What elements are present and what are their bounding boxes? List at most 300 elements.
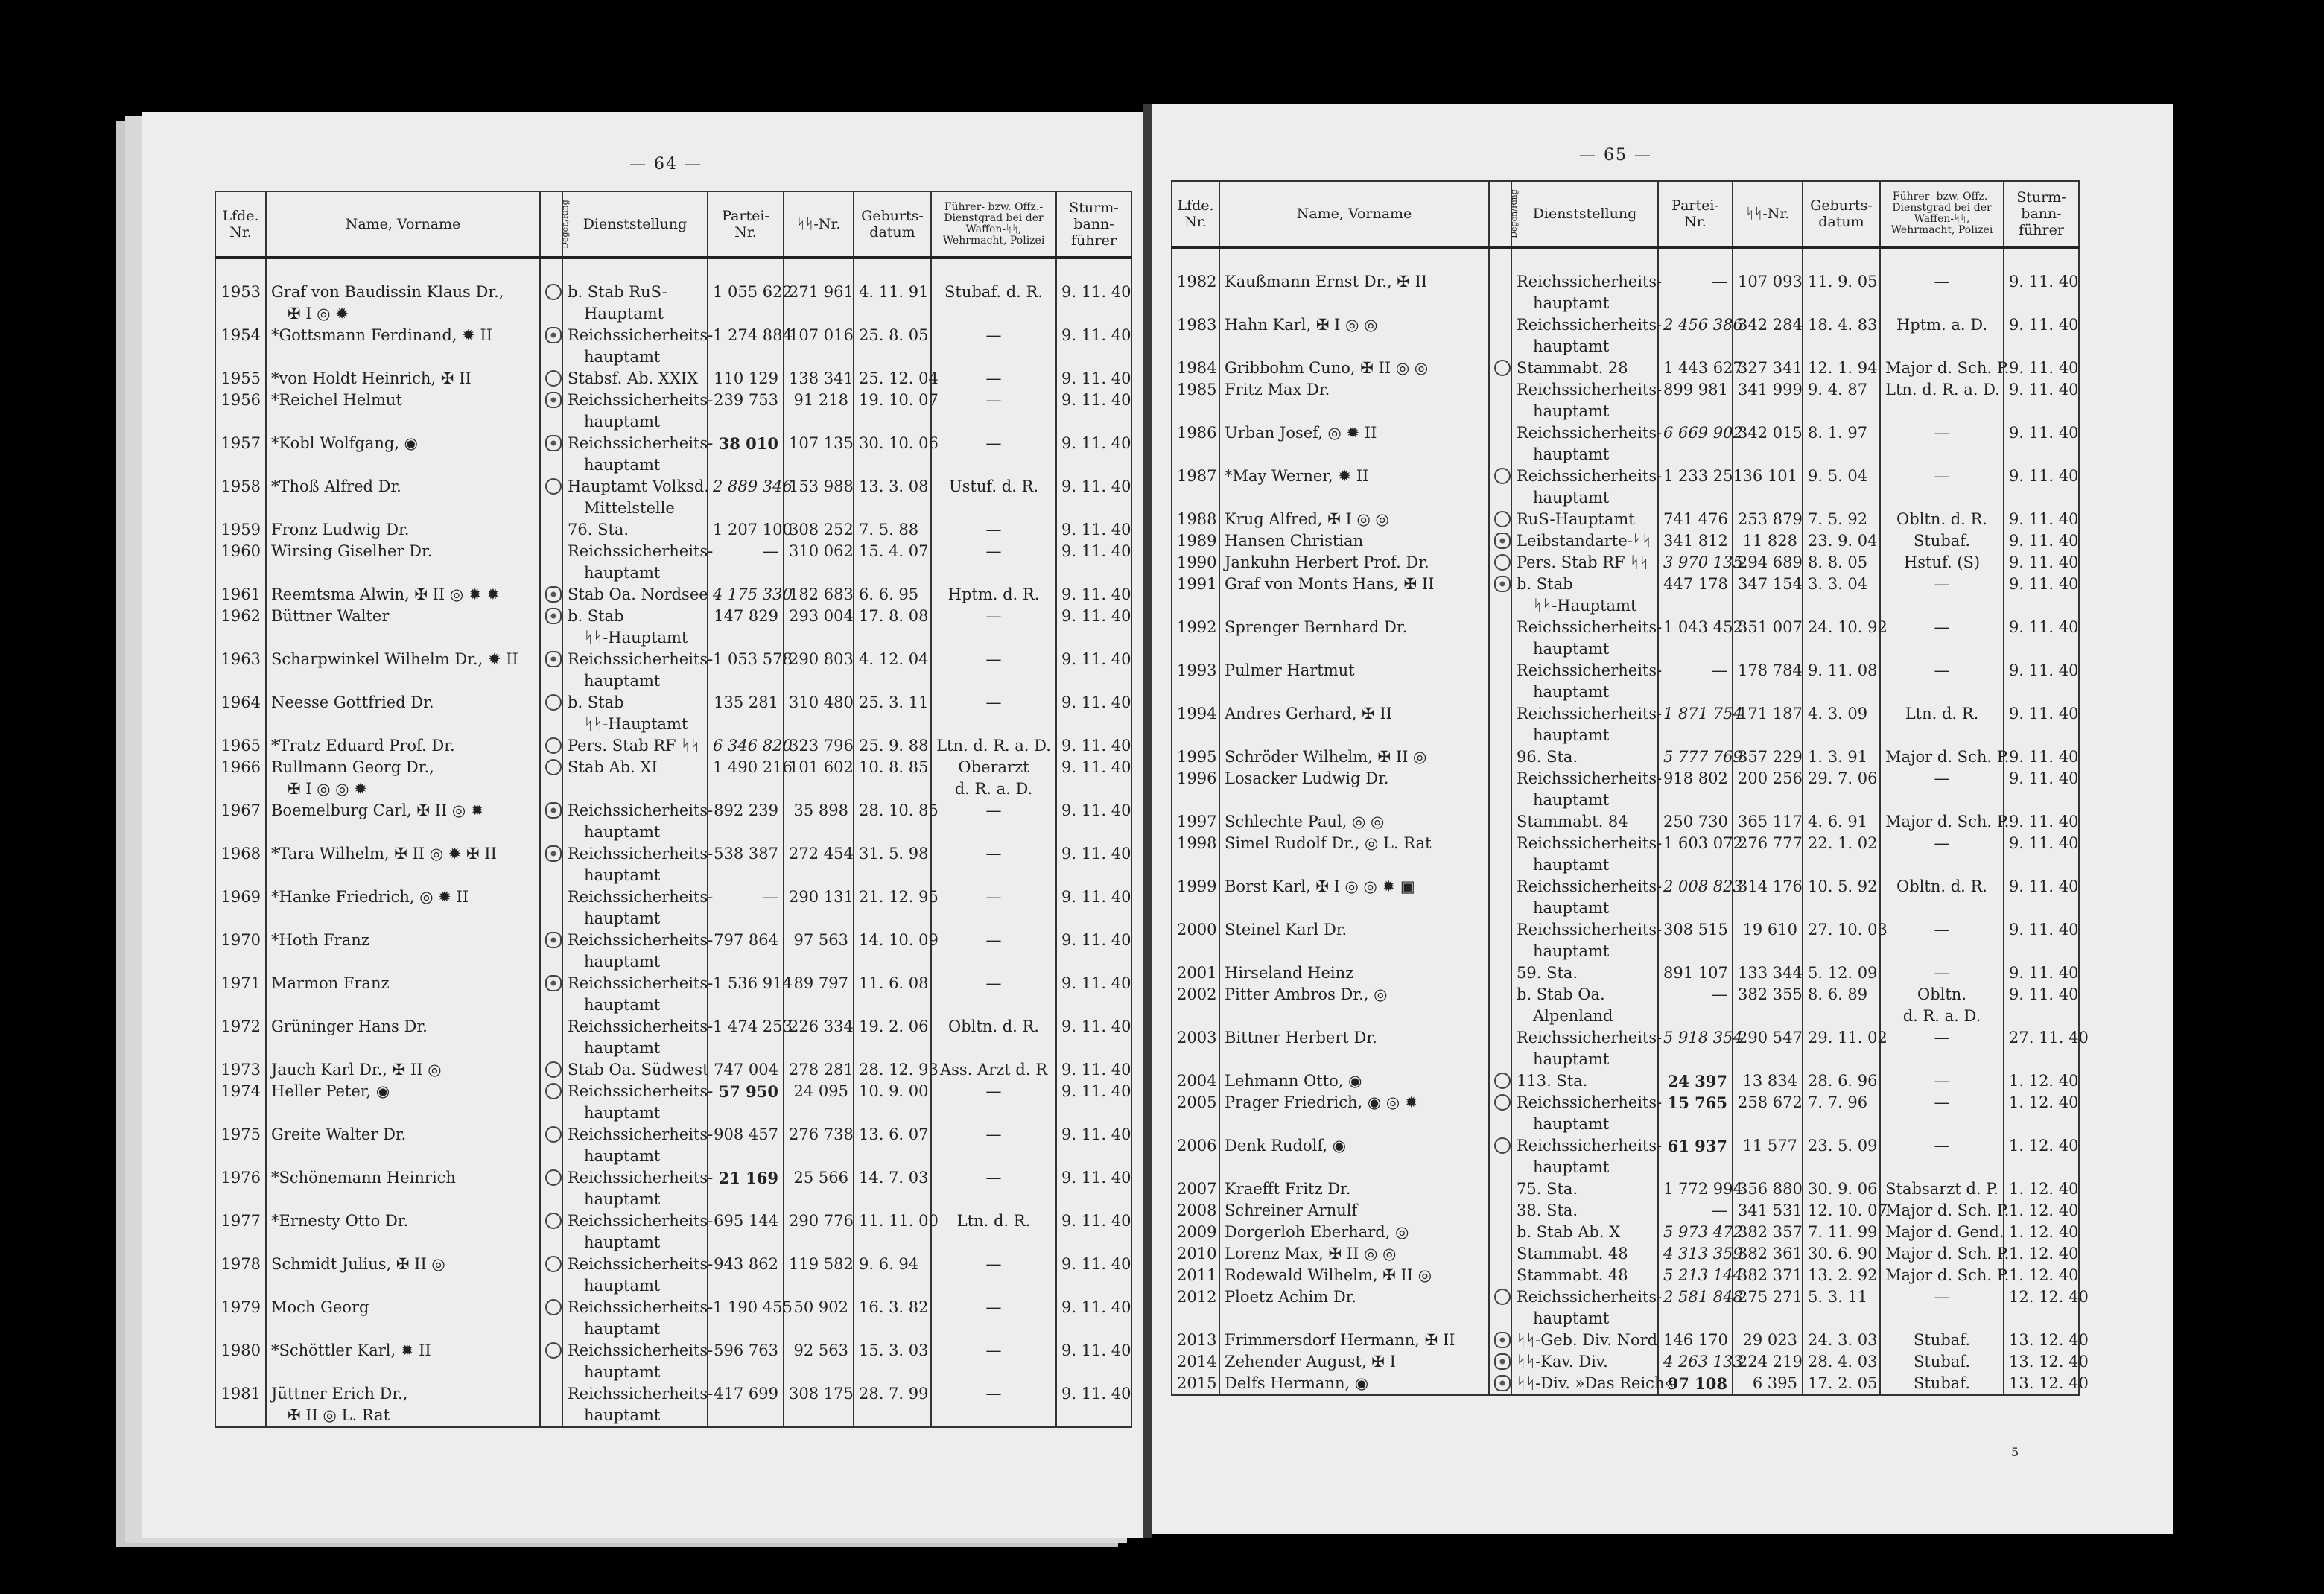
dienststellung-cell (562, 886, 714, 930)
rank-line: Major d. Sch. P. (1885, 748, 2010, 766)
partei-number: 250 730 (1658, 811, 1733, 833)
dienststellung-line: b. Stab RuS- (568, 283, 667, 301)
rank-cell (931, 930, 1056, 973)
ring-icon (545, 1213, 562, 1229)
degen-ring-cell (540, 930, 562, 973)
dienststellung-line: Hauptamt Volksd. (568, 477, 710, 495)
sturmbann-date: 9. 11. 40 (2004, 746, 2079, 768)
name-cell (266, 757, 540, 800)
dienststellung-line: hauptamt (1533, 1309, 1610, 1327)
person-name: Fritz Max Dr. (1225, 381, 1330, 398)
rank-cell (1880, 1330, 2004, 1351)
table-row (1172, 660, 2079, 703)
rank-cell (931, 973, 1056, 1016)
person-name: Ploetz Achim Dr. (1225, 1288, 1357, 1306)
dienststellung-line: Reichssicherheits- (1517, 877, 1663, 895)
rank-cell (931, 390, 1056, 433)
table-row (215, 800, 1131, 843)
degen-ring-cell (1489, 811, 1511, 833)
dienststellung-cell (1511, 1286, 1663, 1330)
table-row (1172, 1092, 2079, 1135)
rank-cell (1880, 466, 2004, 509)
sturmbann-date: 9. 11. 40 (1056, 325, 1131, 368)
ss-number: 272 454 (784, 843, 854, 886)
rank-cell (1880, 1243, 2010, 1265)
sturmbann-date: 9. 11. 40 (1056, 1383, 1131, 1427)
entry-number: 1976 (215, 1167, 266, 1210)
table-row (1172, 811, 2079, 833)
dienststellung-line: Pers. Stab RF ᛋᛋ (1517, 553, 1649, 571)
person-name: *Schöttler Karl, ✹ II (271, 1341, 431, 1359)
partei-number: 908 457 (708, 1124, 784, 1167)
ss-number: 19 610 (1733, 919, 1803, 962)
birth-date: 5. 3. 11 (1803, 1286, 1880, 1330)
dienststellung-cell (562, 692, 708, 735)
birth-date: 12. 1. 94 (1803, 358, 1880, 379)
birth-date: 14. 10. 09 (854, 930, 931, 973)
rank-cell (931, 368, 1056, 390)
dienststellung-line: Mittelstelle (584, 499, 675, 517)
table-row (1172, 876, 2079, 919)
name-cell (266, 1210, 540, 1254)
ss-number: 107 093 (1733, 271, 1803, 314)
header-ring: Degen/Ring (1508, 189, 1519, 238)
ss-number: 101 602 (784, 757, 854, 800)
ss-number: 97 563 (784, 930, 854, 973)
entry-number: 1970 (215, 930, 266, 973)
degen-ring-cell (540, 519, 562, 541)
ring-icon (1494, 1137, 1511, 1154)
ss-number: 25 566 (784, 1167, 854, 1210)
table-row (215, 1383, 1131, 1427)
table-row (215, 541, 1131, 584)
rank-cell (931, 1254, 1056, 1297)
dienststellung-cell (1511, 660, 1663, 703)
birth-date: 25. 8. 05 (854, 325, 931, 368)
rank-cell (931, 325, 1056, 368)
sturmbann-date: 9. 11. 40 (2004, 833, 2079, 876)
rank-line: — (1934, 1072, 1950, 1090)
rank-cell (1880, 379, 2004, 422)
dienststellung-cell (562, 1059, 708, 1081)
dienststellung-line: hauptamt (584, 1320, 661, 1338)
rank-cell (1880, 876, 2004, 919)
birth-date: 17. 8. 08 (854, 606, 931, 649)
dienststellung-cell (1511, 358, 1658, 379)
dienststellung-line: Stab Oa. Nordsee (568, 585, 708, 603)
ss-number: 107 135 (784, 433, 854, 476)
dienststellung-cell (1511, 552, 1658, 574)
person-name: Greite Walter Dr. (271, 1125, 407, 1143)
degen-ring-cell (540, 541, 562, 584)
rank-line: — (1934, 1093, 1950, 1111)
dagger-icon (1494, 1353, 1511, 1370)
header-fuehrer: Führer- bzw. Offz.-Dienstgrad bei der Waffen-ᛋᛋ, Wehrmacht, Polizei (1880, 181, 2004, 247)
degen-ring-cell (1489, 1135, 1511, 1178)
dienststellung-line: Reichssicherheits- (568, 801, 714, 819)
ss-number: 153 988 (784, 476, 854, 519)
ss-number: 341 999 (1733, 379, 1803, 422)
table-row (1172, 271, 2079, 314)
rank-cell (931, 606, 1056, 649)
table-row (215, 843, 1131, 886)
ss-number: 89 797 (784, 973, 854, 1016)
dienststellung-cell (1511, 1200, 1658, 1222)
dienststellung-line: hauptamt (1533, 856, 1610, 874)
entry-number: 1984 (1172, 358, 1219, 379)
sturmbann-date: 1. 12. 40 (2004, 1092, 2079, 1135)
name-cell (266, 390, 540, 433)
dienststellung-line: Reichssicherheits- (568, 434, 714, 452)
sturmbann-date: 1. 12. 40 (2004, 1200, 2079, 1222)
ss-number: 314 176 (1733, 876, 1803, 919)
rank-cell (1880, 703, 2004, 746)
dagger-icon (1494, 1375, 1511, 1391)
entry-number: 1986 (1172, 422, 1219, 466)
sturmbann-date: 9. 11. 40 (1056, 1081, 1131, 1124)
birth-date: 12. 10. 07 (1803, 1200, 1880, 1222)
person-name: *May Werner, ✹ II (1225, 467, 1369, 485)
ss-number: 35 898 (784, 800, 854, 843)
name-cell (1219, 379, 1489, 422)
table-row (215, 757, 1131, 800)
dienststellung-cell (1511, 768, 1663, 811)
name-cell (266, 1016, 540, 1059)
dienststellung-line: hauptamt (1533, 942, 1610, 960)
name-cell (1219, 919, 1489, 962)
person-name: Jauch Karl Dr., ✠ II ◎ (271, 1061, 442, 1079)
rank-cell (1880, 1286, 2004, 1330)
table-row (1172, 358, 2079, 379)
sturmbann-date: 9. 11. 40 (1056, 735, 1131, 757)
partei-number: 1 443 627 (1658, 358, 1733, 379)
ss-number: 357 229 (1733, 746, 1803, 768)
entry-number: 1999 (1172, 876, 1219, 919)
header-nr: Lfde. Nr. (1172, 181, 1219, 247)
degen-ring-cell (1489, 271, 1511, 314)
rank-cell (1880, 1265, 2010, 1286)
rank-line: — (985, 326, 1002, 344)
person-name: *Ernesty Otto Dr. (271, 1212, 409, 1230)
name-cell (1219, 574, 1489, 617)
birth-date: 28. 10. 85 (854, 800, 931, 843)
name-cell (1219, 811, 1489, 833)
degen-ring-cell (540, 843, 562, 886)
rank-cell (931, 1124, 1056, 1167)
dienststellung-cell (1511, 530, 1658, 552)
ss-number: 253 879 (1733, 509, 1803, 530)
rank-line: — (1934, 964, 1950, 982)
rank-cell (1880, 271, 2004, 314)
dienststellung-cell (562, 1016, 714, 1059)
dienststellung-cell (562, 476, 708, 519)
table-row (215, 325, 1131, 368)
dienststellung-cell (1511, 466, 1663, 509)
sturmbann-date: 9. 11. 40 (1056, 541, 1131, 584)
rank-cell (1880, 1178, 2004, 1200)
rank-line: Obltn. (1917, 985, 1966, 1003)
rank-line: — (985, 693, 1002, 711)
rank-line: — (985, 434, 1002, 452)
dienststellung-cell (1511, 1373, 1674, 1395)
partei-number: 341 812 (1658, 530, 1733, 552)
ss-number: 178 784 (1733, 660, 1803, 703)
rank-line: Ustuf. d. R. (948, 477, 1039, 495)
dienststellung-cell (1511, 876, 1663, 919)
table-row (215, 1124, 1131, 1167)
person-name: Rullmann Georg Dr., (271, 758, 434, 776)
dienststellung-cell (562, 1340, 714, 1383)
sturmbann-date: 9. 11. 40 (1056, 843, 1131, 886)
birth-date: 23. 9. 04 (1803, 530, 1880, 552)
dienststellung-cell (562, 1167, 714, 1210)
person-name: Hahn Karl, ✠ I ◎ ◎ (1225, 316, 1378, 334)
dienststellung-line: hauptamt (584, 953, 661, 971)
table-row (215, 1081, 1131, 1124)
sturmbann-date: 9. 11. 40 (1056, 368, 1131, 390)
birth-date: 6. 6. 95 (854, 584, 931, 606)
table-row (215, 735, 1131, 757)
ring-icon (545, 1169, 562, 1186)
dienststellung-line: hauptamt (584, 866, 661, 884)
person-name: Frimmersdorf Hermann, ✠ II (1225, 1331, 1455, 1349)
sturmbann-date: 9. 11. 40 (2004, 466, 2079, 509)
entry-number: 1966 (215, 757, 266, 800)
dienststellung-line: Reichssicherheits- (1517, 381, 1663, 398)
name-cell (266, 584, 540, 606)
person-name: *Kobl Wolfgang, ◉ (271, 434, 418, 452)
rank-cell (931, 476, 1056, 519)
entry-number: 1955 (215, 368, 266, 390)
table-row (215, 584, 1131, 606)
sturmbann-date: 9. 11. 40 (2004, 358, 2079, 379)
dienststellung-line: Reichssicherheits- (1517, 316, 1663, 334)
person-name: Sprenger Bernhard Dr. (1225, 618, 1408, 636)
partei-number: 1 490 216 (708, 757, 784, 800)
degen-ring-cell (540, 1059, 562, 1081)
sturmbann-date: 27. 11. 40 (2004, 1027, 2079, 1070)
partei-number: 538 387 (708, 843, 784, 886)
sturmbann-date: 1. 12. 40 (2004, 1178, 2079, 1200)
rank-line: Ltn. d. R. (956, 1212, 1031, 1230)
rank-cell (1880, 574, 2004, 617)
degen-ring-cell (1489, 509, 1511, 530)
sturmbann-date: 13. 12. 40 (2004, 1330, 2079, 1351)
rank-cell (931, 1081, 1056, 1124)
table-row (215, 886, 1131, 930)
rank-cell (1880, 1135, 2004, 1178)
table-row (1172, 1135, 2079, 1178)
ss-number: 171 187 (1733, 703, 1803, 746)
degen-ring-cell (540, 476, 562, 519)
dienststellung-cell (562, 1254, 714, 1297)
dienststellung-cell (562, 1383, 714, 1427)
dienststellung-line: Reichssicherheits- (568, 650, 714, 668)
degen-ring-cell (1489, 1027, 1511, 1070)
dienststellung-line: b. Stab (568, 693, 624, 711)
entry-number: 2002 (1172, 984, 1219, 1027)
rank-line: Ltn. d. R. a. D. (936, 737, 1051, 755)
birth-date: 9. 6. 94 (854, 1254, 931, 1297)
dienststellung-line: hauptamt (1533, 1050, 1610, 1068)
degen-ring-cell (540, 1210, 562, 1254)
table-row (215, 368, 1131, 390)
sturmbann-date: 9. 11. 40 (2004, 509, 2079, 530)
person-name: Dorgerloh Eberhard, ◎ (1225, 1223, 1409, 1241)
table-row (215, 1254, 1131, 1297)
name-cell (1219, 422, 1489, 466)
person-name: Rodewald Wilhelm, ✠ II ◎ (1225, 1266, 1432, 1284)
birth-date: 13. 3. 08 (854, 476, 931, 519)
ss-number: 308 175 (784, 1383, 854, 1427)
header-ss: ᛋᛋ-Nr. (784, 191, 854, 258)
entry-number: 1956 (215, 390, 266, 433)
rank-line: — (985, 369, 1002, 387)
dienststellung-line: Reichssicherheits- (568, 1212, 714, 1230)
person-name: Simel Rudolf Dr., ◎ L. Rat (1225, 834, 1432, 852)
rank-line: Stubaf. d. R. (944, 283, 1043, 301)
ss-number: 276 777 (1733, 833, 1803, 876)
rank-line: Obltn. d. R. (1896, 510, 1987, 528)
person-name: Graf von Monts Hans, ✠ II (1225, 575, 1435, 593)
name-cell (1219, 1222, 1489, 1243)
dienststellung-cell (562, 541, 714, 584)
ss-number: 224 219 (1733, 1351, 1803, 1373)
dienststellung-line: ᛋᛋ-Div. »Das Reich« (1517, 1374, 1674, 1392)
degen-ring-cell (1489, 314, 1511, 358)
dienststellung-cell (562, 1124, 714, 1167)
birth-date: 9. 5. 04 (1803, 466, 1880, 509)
rank-line: — (985, 542, 1002, 560)
sturmbann-date: 9. 11. 40 (1056, 433, 1131, 476)
partei-number: 147 829 (708, 606, 784, 649)
degen-ring-cell (540, 325, 562, 368)
sturmbann-date: 9. 11. 40 (1056, 649, 1131, 692)
ss-number: 382 371 (1733, 1265, 1803, 1286)
birth-date: 14. 7. 03 (854, 1167, 931, 1210)
name-cell (1219, 1178, 1489, 1200)
degen-ring-cell (1489, 574, 1511, 617)
ss-number: 92 563 (784, 1340, 854, 1383)
ring-icon (1494, 468, 1511, 484)
dienststellung-line: Reichssicherheits- (1517, 834, 1663, 852)
entry-number: 2006 (1172, 1135, 1219, 1178)
ring-icon (1494, 554, 1511, 571)
table-row (1172, 530, 2079, 552)
ss-number: 310 480 (784, 692, 854, 735)
degen-ring-cell (540, 1124, 562, 1167)
sturmbann-date: 9. 11. 40 (1056, 1016, 1131, 1059)
entry-number: 2003 (1172, 1027, 1219, 1070)
partei-number: 1 772 994 (1658, 1178, 1733, 1200)
degen-ring-cell (1489, 1200, 1511, 1222)
rank-line: — (1934, 921, 1950, 939)
person-name: Hirseland Heinz (1225, 964, 1354, 982)
birth-date: 18. 4. 83 (1803, 314, 1880, 358)
rank-line: — (985, 974, 1002, 992)
rank-line: Hptm. a. D. (1896, 316, 1988, 334)
degen-ring-cell (1489, 358, 1511, 379)
birth-date: 24. 3. 03 (1803, 1330, 1880, 1351)
ss-number: 271 961 (784, 282, 854, 325)
entry-number: 1990 (1172, 552, 1219, 574)
ring-icon (545, 1342, 562, 1359)
ring-icon (545, 1299, 562, 1315)
dienststellung-cell (562, 390, 714, 433)
degen-ring-cell (540, 368, 562, 390)
name-cell (1219, 660, 1489, 703)
partei-number: 1 053 578 (708, 649, 784, 692)
name-cell (266, 606, 540, 649)
partei-number: 918 802 (1658, 768, 1733, 811)
person-name: Heller Peter, ◉ (271, 1082, 390, 1100)
rank-line: — (985, 1082, 1002, 1100)
name-cell (1219, 833, 1489, 876)
ss-number: 365 117 (1733, 811, 1803, 833)
name-cell (1219, 703, 1489, 746)
sturmbann-date: 12. 12. 40 (2004, 1286, 2079, 1330)
rank-line: — (985, 888, 1002, 906)
name-cell (1219, 271, 1489, 314)
sturmbann-date: 9. 11. 40 (2004, 660, 2079, 703)
birth-date: 8. 6. 89 (1803, 984, 1880, 1027)
table-row (1172, 1070, 2079, 1092)
sturmbann-date: 9. 11. 40 (1056, 584, 1131, 606)
partei-number: 38 010 (708, 433, 784, 476)
person-name: Büttner Walter (271, 607, 390, 625)
degen-ring-cell (1489, 962, 1511, 984)
header-geb: Geburts-datum (1803, 181, 1880, 247)
table-row (1172, 1330, 2079, 1351)
entry-number: 1975 (215, 1124, 266, 1167)
degen-ring-cell (1489, 422, 1511, 466)
degen-ring-cell (1489, 466, 1511, 509)
entry-number: 1971 (215, 973, 266, 1016)
rank-cell (931, 800, 1056, 843)
ring-icon (545, 1083, 562, 1099)
rank-cell (931, 1383, 1056, 1427)
decorations: ✠ I ◎ ◎ ✹ (288, 780, 367, 798)
rank-line: — (1934, 618, 1950, 636)
entry-number: 1989 (1172, 530, 1219, 552)
degen-ring-cell (1489, 1351, 1511, 1373)
name-cell (266, 973, 540, 1016)
sturmbann-date: 1. 12. 40 (2004, 1135, 2079, 1178)
dagger-icon (545, 975, 562, 991)
degen-ring-cell (1489, 984, 1511, 1027)
person-name: Grüninger Hans Dr. (271, 1017, 428, 1035)
dienststellung-line: 96. Sta. (1517, 748, 1578, 766)
dienststellung-line: hauptamt (584, 348, 661, 366)
ss-number: 13 834 (1733, 1070, 1803, 1092)
name-cell (266, 1124, 540, 1167)
rank-cell (1880, 422, 2004, 466)
partei-number: 1 274 884 (708, 325, 784, 368)
rank-line: Obltn. d. R. (1896, 877, 1987, 895)
name-cell (1219, 1027, 1489, 1070)
table-row (1172, 1286, 2079, 1330)
degen-ring-cell (540, 886, 562, 930)
partei-number: 2 456 386 (1658, 314, 1733, 358)
dienststellung-line: Stammabt. 48 (1517, 1245, 1628, 1263)
birth-date: 10. 8. 85 (854, 757, 931, 800)
person-name: *Reichel Helmut (271, 391, 402, 409)
name-cell (1219, 1330, 1489, 1351)
name-cell (266, 649, 540, 692)
person-name: Graf von Baudissin Klaus Dr., (271, 283, 504, 301)
dienststellung-line: Pers. Stab RF ᛋᛋ (568, 737, 700, 755)
dienststellung-cell (562, 606, 708, 649)
